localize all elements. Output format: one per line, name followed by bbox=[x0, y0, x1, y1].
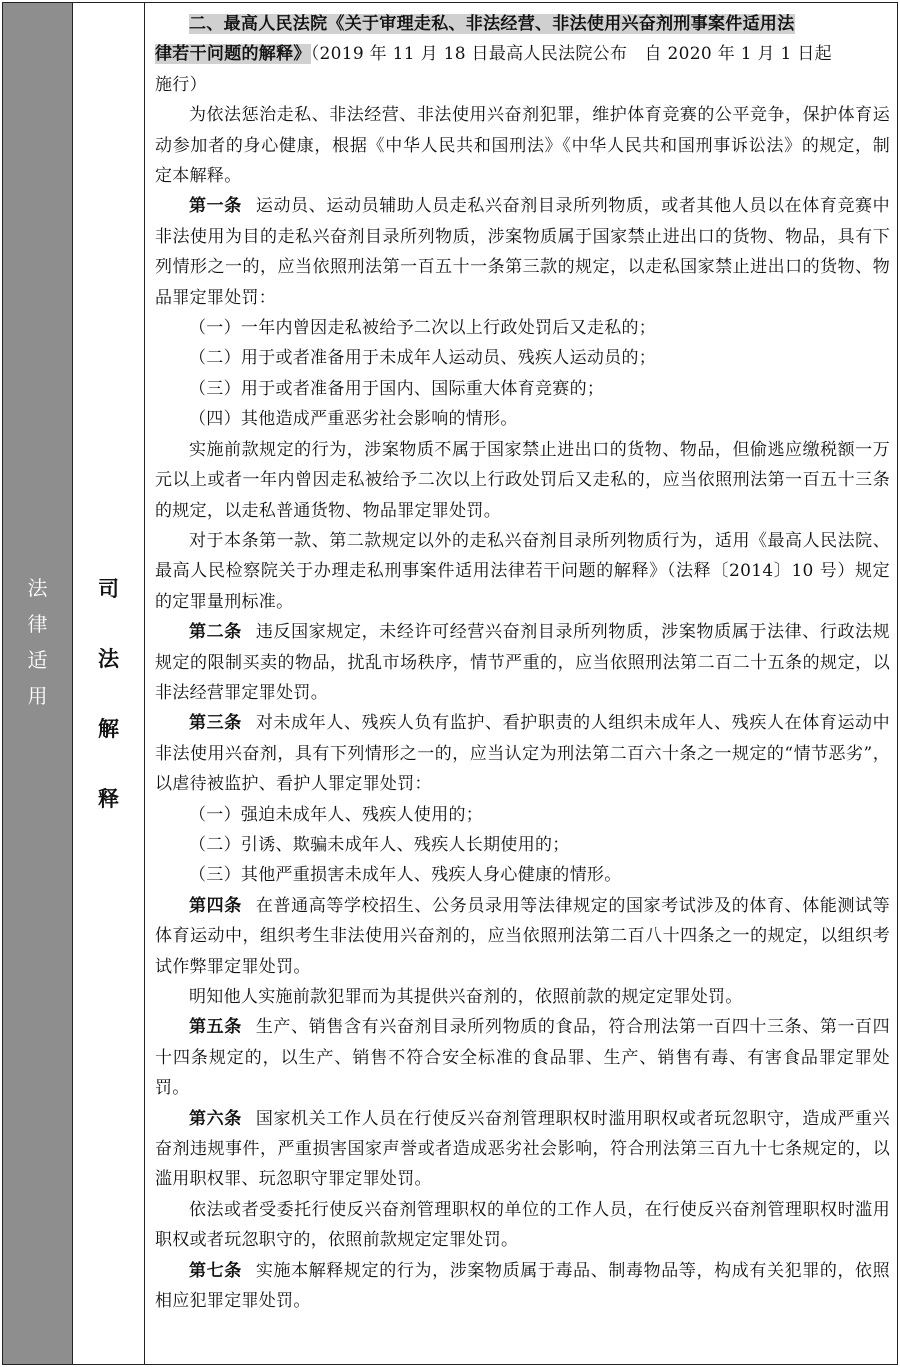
article-3-item: （一）强迫未成年人、残疾人使用的； bbox=[189, 804, 484, 825]
article-3-item: （三）其他严重损害未成年人、残疾人身心健康的情形。 bbox=[189, 865, 622, 886]
article-3-item: （二）引诱、欺骗未成年人、残疾人长期使用的； bbox=[189, 834, 570, 855]
article-text: 在普通高等学校招生、公务员录用等法律规定的国家考试涉及的体育、体能测试等体育运动中，组织考生非法使用兴奋剂的，应当依照刑法第二百八十四条之一的规定，以组织考试作弊罪定罪处罚。 bbox=[155, 895, 890, 977]
table-frame bbox=[2, 2, 898, 1365]
article-7 bbox=[155, 1256, 890, 1317]
article-1-item: （二）用于或者准备用于未成年人运动员、残疾人运动员的； bbox=[189, 348, 657, 369]
promulgation-info: （2019 年 11 月 18 日最高人民法院公布 自 2020 年 1 月 1 日起 bbox=[310, 44, 832, 65]
article-label: 第三条 bbox=[189, 713, 242, 734]
article-1 bbox=[155, 191, 890, 313]
subcategory-char: 解 bbox=[98, 717, 119, 741]
article-1-para2: 实施前款规定的行为，涉案物质不属于国家禁止进出口的货物、物品，但偷逃应缴税额一万元以上或者一年内曾因走私被给予二次以上行政处罚后又走私的，应当依照刑法第一百五十三条的规定，以走私普通货物、物品罪定罪处罚。 bbox=[155, 439, 890, 521]
article-label: 第五条 bbox=[189, 1017, 242, 1038]
subcategory-char: 司 bbox=[98, 577, 119, 601]
article-label: 第一条 bbox=[189, 196, 242, 217]
article-1-para3: 对于本条第一款、第二款规定以外的走私兴奋剂目录所列物质行为，适用《最高人民法院、最高人民检察院关于办理走私刑事案件适用法律若干问题的解释》（法释〔2014〕10 号）规定的定罪量刑标准。 bbox=[155, 530, 890, 612]
article-4-para2: 明知他人实施前款犯罪而为其提供兴奋剂的，依照前款的规定定罪处罚。 bbox=[189, 987, 743, 1007]
article-4 bbox=[155, 891, 890, 982]
article-6 bbox=[155, 1104, 890, 1195]
category-column bbox=[3, 3, 73, 1364]
subcategory-column bbox=[73, 3, 145, 1364]
article-3 bbox=[155, 708, 890, 799]
article-text: 运动员、运动员辅助人员走私兴奋剂目录所列物质，或者其他人员以在体育竞赛中非法使用为目的走私兴奋剂目录所列物质，涉案物质属于国家禁止进出口的货物、物品，具有下列情形之一的，应当依照刑法第一百五十一条第三款的规定，以走私国家禁止进出口的货物、物品罪定罪处罚： bbox=[155, 196, 890, 308]
preamble: 为依法惩治走私、非法经营、非法使用兴奋剂犯罪，维护体育竞赛的公平竞争，保护体育运动参加者的身心健康，根据《中华人民共和国刑法》《中华人民共和国刑事诉讼法》的规定，制定本解释。 bbox=[155, 105, 890, 187]
article-6-para2: 依法或者受委托行使反兴奋剂管理职权的单位的工作人员，在行使反兴奋剂管理职权时滥用职权或者玩忽职守的，依照前款规定定罪处罚。 bbox=[155, 1199, 890, 1251]
article-label: 第六条 bbox=[189, 1108, 242, 1129]
subcategory-char: 法 bbox=[98, 647, 119, 671]
document-title: 二、最高人民法院《关于审理走私、非法经营、非法使用兴奋剂刑事案件适用法 bbox=[189, 14, 795, 34]
subcategory-label bbox=[73, 571, 144, 851]
article-text: 违反国家规定，未经许可经营兴奋剂目录所列物质，涉案物质属于法律、行政法规规定的限制买卖的物品，扰乱市场秩序，情节严重的，应当依照刑法第二百二十五条的规定，以非法经营罪定罪处罚。 bbox=[155, 622, 890, 703]
article-label: 第四条 bbox=[189, 895, 242, 916]
document-title-cont: 律若干问题的解释》（2019 年 11 月 18 日最高人民法院公布 自 2020 年 1 月 1 日起 bbox=[155, 44, 832, 65]
article-1-item: （三）用于或者准备用于国内、国际重大体育竞赛的； bbox=[189, 378, 605, 399]
category-char: 律 bbox=[27, 612, 48, 636]
article-5 bbox=[155, 1012, 890, 1103]
promulgation-info-cont: 施行） bbox=[155, 74, 207, 95]
article-text: 对未成年人、残疾人负有监护、看护职责的人组织未成年人、残疾人在体育运动中非法使用兴奋剂，具有下列情形之一的，应当认定为刑法第二百六十条之一规定的“情节恶劣”，以虐待被监护、看护人罪定罪处罚： bbox=[155, 713, 890, 795]
category-label bbox=[3, 570, 72, 714]
article-text: 国家机关工作人员在行使反兴奋剂管理职权时滥用职权或者玩忽职守，造成严重兴奋剂违规事件，严重损害国家声誉或者造成恶劣社会影响，符合刑法第三百九十七条规定的，以滥用职权罪、玩忽职守罪定罪处罚。 bbox=[155, 1108, 890, 1190]
article-text: 生产、销售含有兴奋剂目录所列物质的食品，符合刑法第一百四十三条、第一百四十四条规定的，以生产、销售不符合安全标准的食品罪、生产、销售有毒、有害食品罪定罪处罚。 bbox=[155, 1017, 890, 1099]
category-char: 适 bbox=[27, 648, 48, 672]
subcategory-char: 释 bbox=[98, 787, 119, 811]
article-1-item: （四）其他造成严重恶劣社会影响的情形。 bbox=[189, 409, 518, 430]
article-label: 第七条 bbox=[189, 1260, 242, 1281]
article-text: 实施本解释规定的行为，涉案物质属于毒品、制毒物品等，构成有关犯罪的，依照相应犯罪定罪处罚。 bbox=[155, 1260, 890, 1312]
category-char: 法 bbox=[27, 576, 48, 600]
document-body bbox=[155, 9, 890, 1316]
category-char: 用 bbox=[27, 684, 48, 708]
article-2 bbox=[155, 617, 890, 708]
article-label: 第二条 bbox=[189, 622, 242, 643]
article-1-item: （一）一年内曾因走私被给予二次以上行政处罚后又走私的； bbox=[189, 318, 657, 339]
